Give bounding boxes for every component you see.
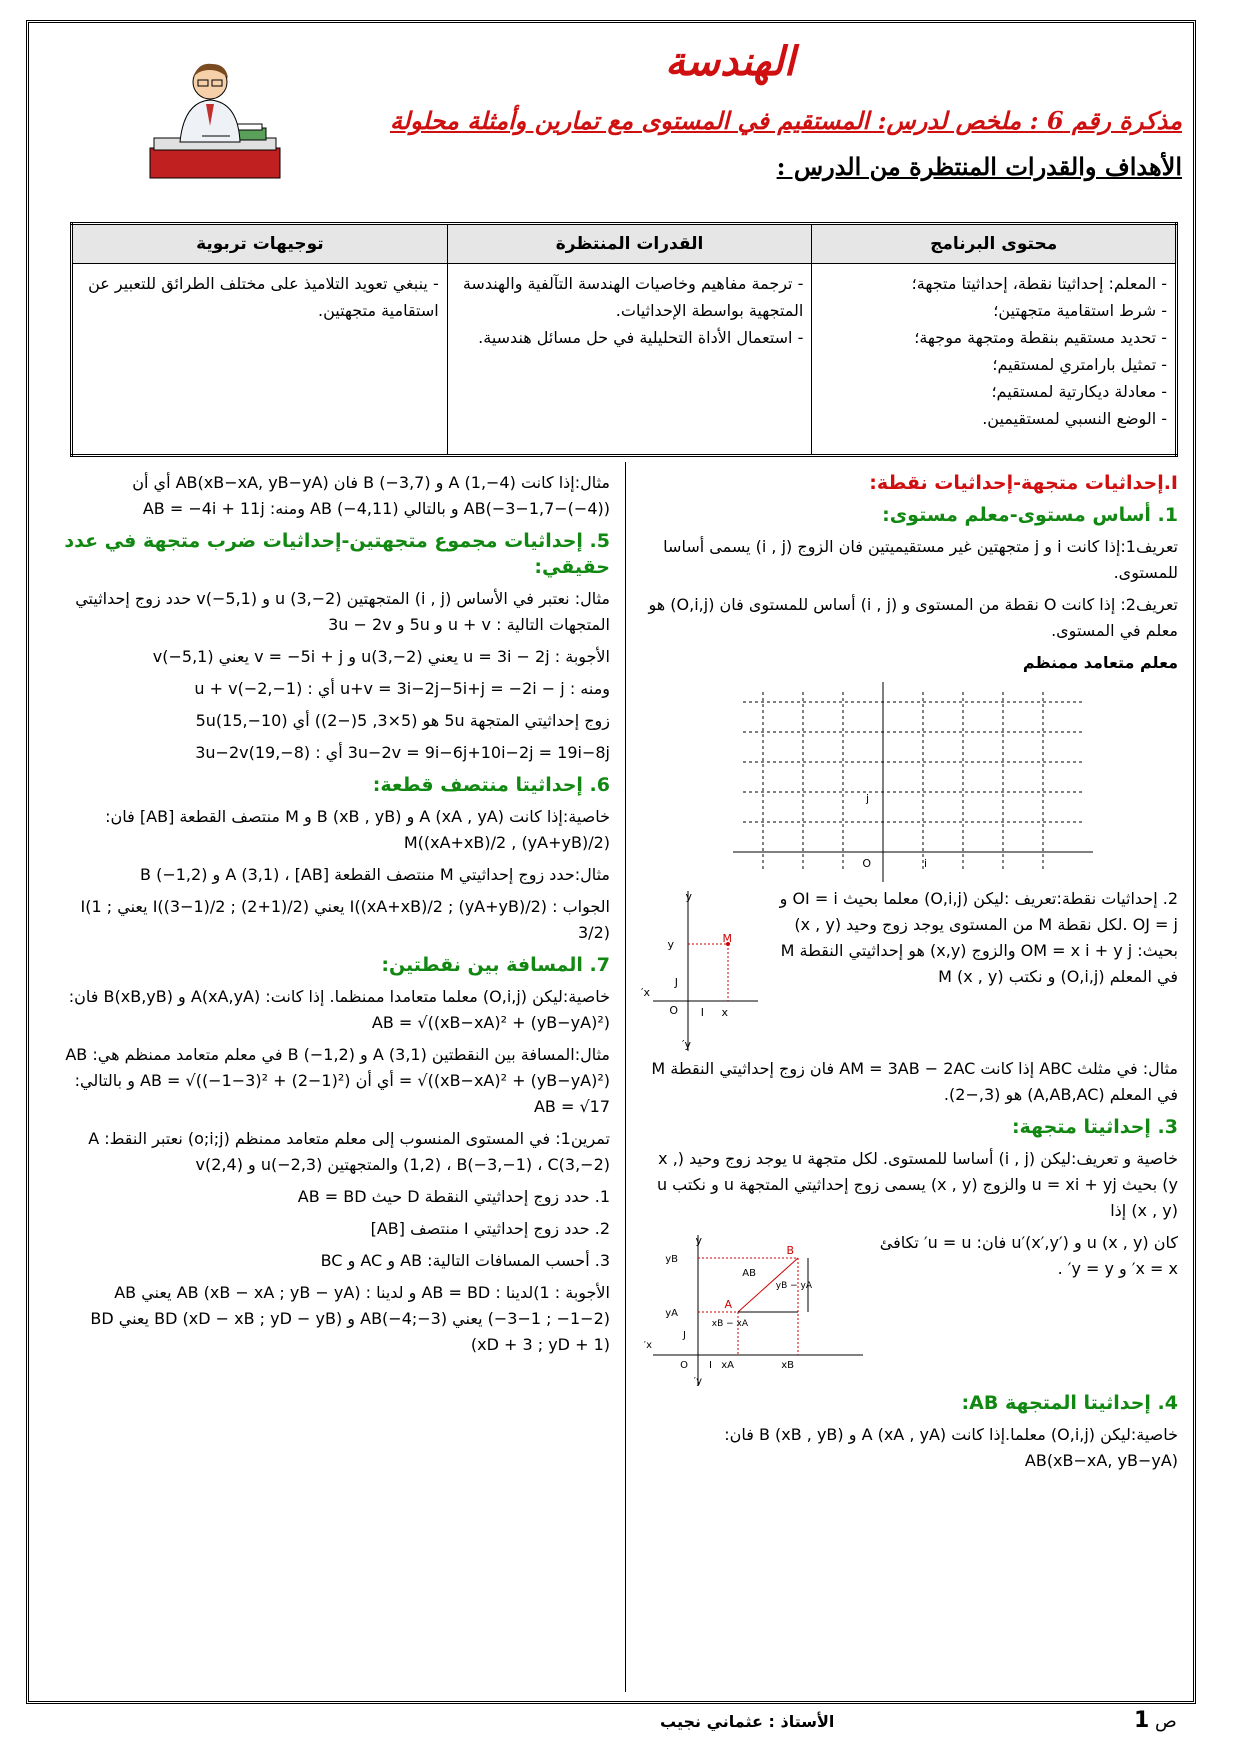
property-3: خاصية:إذا كانت A (xA , yA) و B (xB , yB) و M منتصف القطعة [AB] فان: M((xA+xB)/2 , (yA+yB)/2) xyxy=(105,807,610,852)
svg-text:yB − yA: yB − yA xyxy=(775,1281,812,1291)
objectives-heading: الأهداف والقدرات المنتظرة من الدرس : xyxy=(776,152,1182,181)
orthonormal-label: معلم متعامد ممنظم xyxy=(1022,653,1178,672)
answers-3: الأجوبة : u = 3i − 2j يعني u(3,−2) و v = −5i + j يعني v(−5,1) xyxy=(152,647,610,666)
example-3: مثال: نعتبر في الأساس (i , j) المتجهتين u (3,−2) و v(−5,1) حدد زوج إحداثيتي المتجهات التالية : u + v و 5u و 3u − 2v xyxy=(75,589,610,634)
point-coordinates-figure xyxy=(640,886,768,1056)
question-2: 2. حدد زوج إحداثيتي I منتصف [AB] xyxy=(370,1219,610,1238)
svg-text:xA: xA xyxy=(721,1360,734,1371)
section-6-heading: 6. إحداثيتا منتصف قطعة: xyxy=(372,774,610,796)
question-3: 3. أحسب المسافات التالية: AB و AC و BC xyxy=(320,1251,610,1270)
example-4: مثال:حدد زوج إحداثيتي M منتصف القطعة [AB] ، A (3,1) و B (−1,2) xyxy=(140,865,610,884)
svg-text:y: y xyxy=(695,1234,702,1247)
property-2: خاصية:ليكن (O,i,j) معلما.إذا كانت A (xA , yA) و B (xB , yB) فان: AB(xB−xA, yB−yA) xyxy=(724,1425,1178,1470)
table-header-program: محتوى البرنامج xyxy=(812,224,1177,264)
example-5: مثال:المسافة بين النقطتين A (3,1) و B (−1,2) في معلم متعامد ممنظم هي: AB = √((xB−xA)² + (yB−yA)²) أي أن AB = √((−1−3)² + (2−1)²) و بالتالي: AB = √17 xyxy=(65,1045,610,1116)
svg-text:A: A xyxy=(724,1298,732,1311)
subject-title: الهندسة xyxy=(665,38,795,85)
page-number: ص 1 xyxy=(1134,1708,1177,1733)
vector-coordinates-figure xyxy=(643,1230,868,1390)
answers-exercise: الأجوبة : 1)لدينا : AB = BD و لدينا : AB (xB − xA ; yB − yA) يعني AB (−3−1 ; −1−2) يعني AB(−4;−3) و BD (xD − xB ; yD − yB) يعني BD (xD + 3 ; yD + 1) xyxy=(90,1283,610,1354)
property-4: خاصية:ليكن (O,i,j) معلما متعامدا ممنظما. إذا كانت: A(xA,yA) و B(xB,yB) فان: AB = √((xB−xA)² + (yB−yA)²) xyxy=(68,987,610,1032)
section-5-heading: 5. إحداثيات مجموع متجهتين-إحداثيات ضرب متجهة في عدد حقيقي: xyxy=(64,530,610,578)
svg-text:y′: y′ xyxy=(681,1038,691,1051)
svg-text:xB − xA: xB − xA xyxy=(711,1319,748,1329)
section-1-heading: I.إحداثيات متجهة-إحداثيات نقطة: xyxy=(869,472,1178,494)
grid-label-j: j xyxy=(865,792,869,805)
svg-text:x′: x′ xyxy=(643,1340,652,1351)
teacher-illustration xyxy=(140,52,290,180)
property-definition-1: خاصية و تعريف:ليكن (i , j) أساسا للمستوى. لكل متجهة u يوجد زوج وحيد (x , y) بحيث u = xi + yj والزوج (x , y) يسمى زوج إحداثيتي المتجهة u و نكتب u (x , y) إذا xyxy=(656,1149,1178,1220)
svg-text:y′: y′ xyxy=(693,1376,702,1387)
svg-text:I: I xyxy=(709,1360,712,1371)
section-1-2: 2. إحداثيات نقطة:تعريف :ليكن (O,i,j) معلما بحيث OI = i و OJ = j .لكل نقطة M من المستوى يوجد زوج وحيد (x , y) بحيث: OM = x i + y j والزوج (x,y) هو إحداثيتي النقطة M في المعلم (O,i,j) و نكتب M (x , y) xyxy=(779,889,1178,986)
question-1: 1. حدد زوج إحداثيتي النقطة D حيث AB = BD xyxy=(297,1187,610,1206)
example-2: مثال:إذا كانت A (1,−4) و B (−3,7) فان AB(xB−xA, yB−yA) أي أن AB(−3−1,7−(−4)) و بالتالي AB (−4,11) ومنه: AB = −4i + 11j xyxy=(132,473,610,518)
svg-text:yB: yB xyxy=(665,1254,678,1265)
grid-label-i: i xyxy=(923,857,927,870)
svg-text:J: J xyxy=(674,976,678,989)
exercise-1: تمرين1: في المستوى المنسوب إلى معلم متعامد ممنظم (o;i;j) نعتبر النقط: A (1,2) ، B(−3,−1) ، C(3,−2) والمتجهتين u(−2,3) و v(2,4) xyxy=(88,1129,610,1174)
table-header-guidance: توجيهات تربوية xyxy=(72,224,448,264)
table-cell-program: - المعلم: إحداثيتا نقطة، إحداثيتا متجهة؛ - شرط استقامية متجهتين؛ - تحديد مستقيم بنقطة ومتجهة موجهة؛ - تمثيل بارامتري لمستقيم؛ - معادلة ديكارتية لمستقيم؛ - الوضع النسبي لمستقيمين. xyxy=(812,264,1177,456)
result-combination: 3u−2v = 9i−6j+10i−2j = 19i−8j أي : 3u−2v(19,−8) xyxy=(195,743,610,762)
column-separator xyxy=(625,462,626,1692)
svg-text:O: O xyxy=(680,1360,688,1371)
table-cell-guidance: - ينبغي تعويد التلاميذ على مختلف الطرائق للتعبير عن استقامية متجهتين. xyxy=(72,264,448,456)
definition-1: تعريف1:إذا كانت i و j متجهتين غير مستقيميتين فان الزوج (i , j) يسمى أساسا للمستوى. xyxy=(663,537,1178,582)
svg-text:J: J xyxy=(683,1330,686,1341)
section-7-heading: 7. المسافة بين نقطتين: xyxy=(381,954,610,976)
property-definition-1b: كان u (x , y) و u′(x′,y′) فان: u = u′ تكافئ x = x′ و y = y′ . xyxy=(879,1233,1178,1278)
orthonormal-grid-figure xyxy=(733,682,1093,882)
svg-text:AB: AB xyxy=(742,1268,756,1279)
section-1-1-heading: 1. أساس مستوى-معلم مستوى: xyxy=(882,504,1178,526)
svg-text:I: I xyxy=(700,1006,704,1019)
svg-text:O: O xyxy=(669,1004,678,1017)
result-scalar: زوج إحداثيتي المتجهة 5u هو (5×3, 5(−2)) أي 5u(15,−10) xyxy=(195,711,610,730)
definition-2: تعريف2: إذا كانت O نقطة من المستوى و (i , j) أساس للمستوى فان (O,i,j) هو معلم في المستوى. xyxy=(648,595,1178,640)
table-header-abilities: القدرات المنتظرة xyxy=(447,224,812,264)
grid-label-o: O xyxy=(862,857,871,870)
memo-subtitle: مذكرة رقم 6 : ملخص لدرس: المستقيم في المستوى مع تمارين وأمثلة محلولة xyxy=(389,106,1182,135)
svg-text:B: B xyxy=(786,1244,794,1257)
left-column xyxy=(60,470,610,1364)
svg-text:x′: x′ xyxy=(640,986,650,999)
author-name: الأستاذ : عثماني نجيب xyxy=(660,1712,835,1731)
example-1: مثال: في مثلث ABC إذا كانت AM = 3AB − 2AC فان زوج إحداثيتي النقطة M في المعلم (A,AB,AC) هو (3,−2). xyxy=(651,1059,1178,1104)
svg-text:x: x xyxy=(721,1006,728,1019)
right-column xyxy=(640,470,1178,1480)
section-1-3-heading: 3. إحداثيتا متجهة: xyxy=(1011,1116,1178,1138)
svg-text:M: M xyxy=(722,932,732,945)
svg-text:yA: yA xyxy=(665,1308,678,1319)
svg-text:xB: xB xyxy=(781,1360,794,1371)
result-sum: ومنه : u+v = 3i−2j−5i+j = −2i − j أي : u + v(−2,−1) xyxy=(194,679,610,698)
table-cell-abilities: - ترجمة مفاهيم وخاصيات الهندسة التآلفية والهندسة المتجهية بواسطة الإحداثيات. - استعمال الأداة التحليلية في حل مسائل هندسية. xyxy=(447,264,812,456)
svg-text:y: y xyxy=(667,938,674,951)
objectives-table xyxy=(70,222,1178,457)
section-1-4-heading: 4. إحداثيتا المتجهة AB: xyxy=(961,1392,1178,1414)
answer-4: الجواب : I((xA+xB)/2 ; (yA+yB)/2) يعني I((3−1)/2 ; (2+1)/2) يعني I(1 ; 3/2) xyxy=(80,897,610,942)
svg-text:y: y xyxy=(685,890,692,903)
